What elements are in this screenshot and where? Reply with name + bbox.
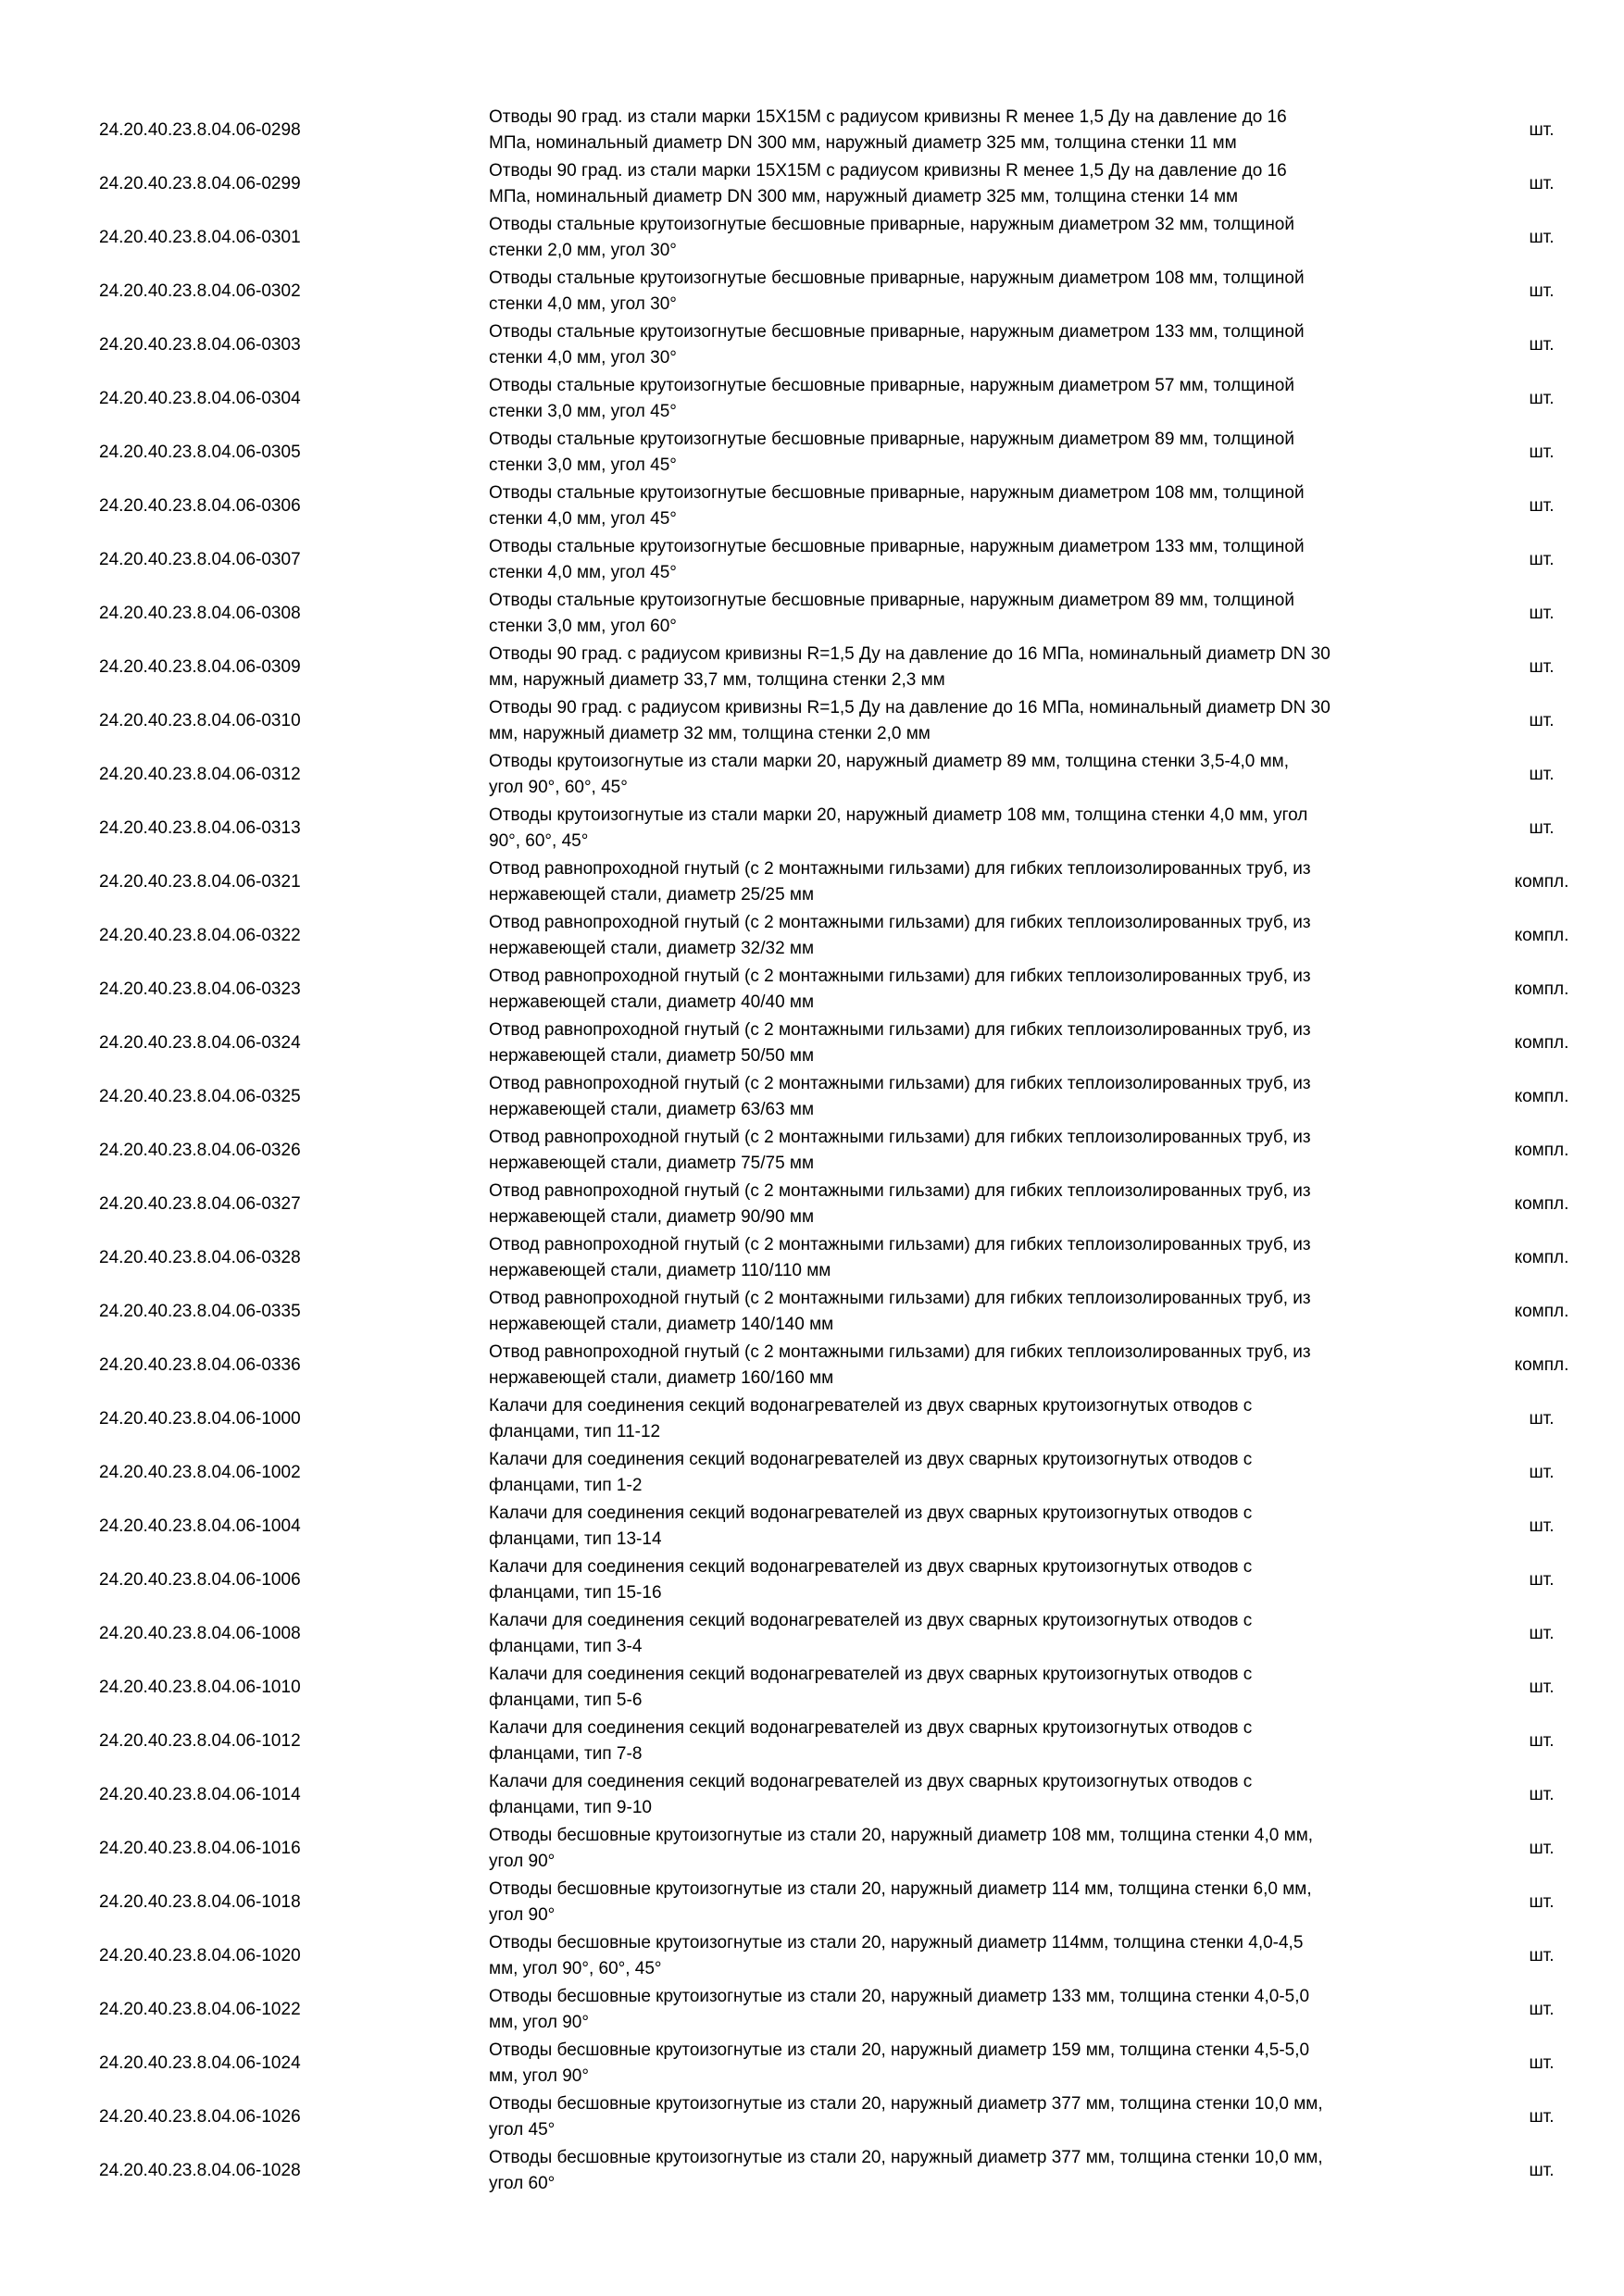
table-row <box>0 1017 1624 1070</box>
resource-description: Отводы бесшовные крутоизогнутые из стали 20, наружный диаметр 133 мм, толщина стенки 4,0-5,0 мм, угол 90° <box>489 1987 1310 2032</box>
table-row <box>0 1768 1624 1822</box>
resource-description: Отвод равнопроходной гнутый (с 2 монтажными гильзами) для гибких теплоизолированных труб, из нержавеющей стали, диаметр 40/40 мм <box>489 967 1311 1012</box>
table-row <box>0 533 1624 587</box>
unit-of-measure: шт. <box>1529 335 1555 355</box>
table-row <box>0 1231 1624 1285</box>
resource-code: 24.20.40.23.8.04.06-0304 <box>99 389 301 408</box>
table-row <box>0 694 1624 748</box>
resource-code: 24.20.40.23.8.04.06-1000 <box>99 1409 301 1429</box>
unit-of-measure: шт. <box>1529 1946 1555 1965</box>
resource-description: Калачи для соединения секций водонагревателей из двух сварных крутоизогнутых отводов с фланцами, тип 15-16 <box>489 1557 1253 1603</box>
resource-code: 24.20.40.23.8.04.06-0308 <box>99 604 301 623</box>
unit-of-measure: шт. <box>1529 550 1555 569</box>
table-row <box>0 641 1624 694</box>
unit-of-measure: шт. <box>1529 604 1555 623</box>
resource-description: Калачи для соединения секций водонагревателей из двух сварных крутоизогнутых отводов с фланцами, тип 1-2 <box>489 1450 1253 1495</box>
table-row <box>0 1607 1624 1661</box>
table-row <box>0 1661 1624 1715</box>
unit-of-measure: шт. <box>1529 1839 1555 1858</box>
resource-code: 24.20.40.23.8.04.06-0306 <box>99 496 301 516</box>
unit-of-measure: шт. <box>1529 389 1555 408</box>
resource-code: 24.20.40.23.8.04.06-1014 <box>99 1785 301 1804</box>
unit-of-measure: шт. <box>1529 1785 1555 1804</box>
table-row <box>0 211 1624 265</box>
table-row <box>0 855 1624 909</box>
resource-code: 24.20.40.23.8.04.06-0323 <box>99 980 301 999</box>
resource-code: 24.20.40.23.8.04.06-1008 <box>99 1624 301 1643</box>
resource-description: Калачи для соединения секций водонагревателей из двух сварных крутоизогнутых отводов с фланцами, тип 13-14 <box>489 1504 1253 1549</box>
resource-description: Отвод равнопроходной гнутый (с 2 монтажными гильзами) для гибких теплоизолированных труб, из нержавеющей стали, диаметр 140/140 мм <box>489 1289 1311 1334</box>
table-row <box>0 1983 1624 2037</box>
resource-description: Отвод равнопроходной гнутый (с 2 монтажными гильзами) для гибких теплоизолированных труб, из нержавеющей стали, диаметр 32/32 мм <box>489 913 1311 958</box>
resource-description: Отводы стальные крутоизогнутые бесшовные приварные, наружным диаметром 89 мм, толщиной стенки 3,0 мм, угол 45° <box>489 430 1294 475</box>
unit-of-measure: шт. <box>1529 281 1555 301</box>
resource-description: Отводы бесшовные крутоизогнутые из стали 20, наружный диаметр 114 мм, толщина стенки 6,0 мм, угол 90° <box>489 1879 1312 1925</box>
table-row <box>0 1178 1624 1231</box>
resource-code: 24.20.40.23.8.04.06-1012 <box>99 1731 301 1751</box>
table-row <box>0 963 1624 1017</box>
resource-description: Калачи для соединения секций водонагревателей из двух сварных крутоизогнутых отводов с фланцами, тип 11-12 <box>489 1396 1253 1441</box>
resource-description: Отводы 90 град. с радиусом кривизны R=1,5 Ду на давление до 16 МПа, номинальный диаметр DN 30 мм, наружный диаметр 33,7 мм, толщина стенки 2,3 мм <box>489 644 1330 690</box>
unit-of-measure: компл. <box>1514 1033 1569 1053</box>
resource-code: 24.20.40.23.8.04.06-0303 <box>99 335 301 355</box>
unit-of-measure: шт. <box>1529 1678 1555 1697</box>
table-row <box>0 1554 1624 1607</box>
resource-code: 24.20.40.23.8.04.06-0322 <box>99 926 301 945</box>
resource-code: 24.20.40.23.8.04.06-0307 <box>99 550 301 569</box>
resource-description: Отводы 90 град. из стали марки 15Х15М с радиусом кривизны R менее 1,5 Ду на давление до 16 МПа, номинальный диаметр DN 300 мм, наружный диаметр 325 мм, толщина стенки 11 мм <box>489 107 1287 153</box>
resource-code: 24.20.40.23.8.04.06-1018 <box>99 1892 301 1912</box>
resource-code: 24.20.40.23.8.04.06-1010 <box>99 1678 301 1697</box>
table-row <box>0 318 1624 372</box>
unit-of-measure: компл. <box>1514 872 1569 892</box>
unit-of-measure: шт. <box>1529 711 1555 730</box>
resource-code: 24.20.40.23.8.04.06-1002 <box>99 1463 301 1482</box>
unit-of-measure: шт. <box>1529 657 1555 677</box>
resource-description: Отводы 90 град. из стали марки 15Х15М с радиусом кривизны R менее 1,5 Ду на давление до 16 МПа, номинальный диаметр DN 300 мм, наружный диаметр 325 мм, толщина стенки 14 мм <box>489 161 1287 206</box>
unit-of-measure: шт. <box>1529 496 1555 516</box>
unit-of-measure: компл. <box>1514 980 1569 999</box>
resource-code: 24.20.40.23.8.04.06-1004 <box>99 1516 301 1536</box>
resource-code: 24.20.40.23.8.04.06-1024 <box>99 2053 301 2073</box>
table-row <box>0 2037 1624 2090</box>
resource-description: Отвод равнопроходной гнутый (с 2 монтажными гильзами) для гибких теплоизолированных труб, из нержавеющей стали, диаметр 110/110 мм <box>489 1235 1311 1280</box>
resource-description: Отводы бесшовные крутоизогнутые из стали 20, наружный диаметр 114мм, толщина стенки 4,0-4,5 мм, угол 90°, 60°, 45° <box>489 1933 1304 1978</box>
resource-code: 24.20.40.23.8.04.06-0328 <box>99 1248 301 1267</box>
resource-description: Калачи для соединения секций водонагревателей из двух сварных крутоизогнутых отводов с фланцами, тип 9-10 <box>489 1772 1253 1817</box>
table-row <box>0 1715 1624 1768</box>
unit-of-measure: компл. <box>1514 1302 1569 1321</box>
resource-code: 24.20.40.23.8.04.06-1006 <box>99 1570 301 1590</box>
unit-of-measure: шт. <box>1529 228 1555 247</box>
table-row <box>0 1446 1624 1500</box>
unit-of-measure: шт. <box>1529 443 1555 462</box>
resource-code: 24.20.40.23.8.04.06-1022 <box>99 2000 301 2019</box>
resource-code: 24.20.40.23.8.04.06-0325 <box>99 1087 301 1106</box>
unit-of-measure: шт. <box>1529 2161 1555 2180</box>
unit-of-measure: шт. <box>1529 1731 1555 1751</box>
unit-of-measure: шт. <box>1529 765 1555 784</box>
resource-code: 24.20.40.23.8.04.06-0326 <box>99 1141 301 1160</box>
resource-description: Отводы стальные крутоизогнутые бесшовные приварные, наружным диаметром 108 мм, толщиной стенки 4,0 мм, угол 45° <box>489 483 1305 529</box>
unit-of-measure: компл. <box>1514 1141 1569 1160</box>
unit-of-measure: шт. <box>1529 120 1555 140</box>
resource-description: Отводы стальные крутоизогнутые бесшовные приварные, наружным диаметром 32 мм, толщиной стенки 2,0 мм, угол 30° <box>489 215 1294 260</box>
table-row <box>0 157 1624 211</box>
table-row <box>0 426 1624 480</box>
table-row <box>0 802 1624 855</box>
table-row <box>0 372 1624 426</box>
table-row <box>0 2144 1624 2198</box>
unit-of-measure: компл. <box>1514 1087 1569 1106</box>
table-row <box>0 104 1624 157</box>
resource-code: 24.20.40.23.8.04.06-1016 <box>99 1839 301 1858</box>
unit-of-measure: шт. <box>1529 2107 1555 2127</box>
resource-description: Отвод равнопроходной гнутый (с 2 монтажными гильзами) для гибких теплоизолированных труб, из нержавеющей стали, диаметр 90/90 мм <box>489 1181 1311 1227</box>
table-row <box>0 1392 1624 1446</box>
resource-description: Отводы бесшовные крутоизогнутые из стали 20, наружный диаметр 377 мм, толщина стенки 10,0 мм, угол 45° <box>489 2094 1323 2140</box>
resource-description: Отвод равнопроходной гнутый (с 2 монтажными гильзами) для гибких теплоизолированных труб, из нержавеющей стали, диаметр 160/160 мм <box>489 1342 1311 1388</box>
resource-code: 24.20.40.23.8.04.06-0302 <box>99 281 301 301</box>
resource-code: 24.20.40.23.8.04.06-1028 <box>99 2161 301 2180</box>
resource-code: 24.20.40.23.8.04.06-0305 <box>99 443 301 462</box>
resource-description: Отводы крутоизогнутые из стали марки 20, наружный диаметр 108 мм, толщина стенки 4,0 мм, угол 90°, 60°, 45° <box>489 805 1308 851</box>
unit-of-measure: компл. <box>1514 926 1569 945</box>
table-row <box>0 1285 1624 1339</box>
resource-code: 24.20.40.23.8.04.06-0336 <box>99 1355 301 1375</box>
resource-code: 24.20.40.23.8.04.06-0321 <box>99 872 301 892</box>
unit-of-measure: шт. <box>1529 1516 1555 1536</box>
resource-description: Отвод равнопроходной гнутый (с 2 монтажными гильзами) для гибких теплоизолированных труб, из нержавеющей стали, диаметр 25/25 мм <box>489 859 1311 905</box>
table-row <box>0 1929 1624 1983</box>
table-row <box>0 748 1624 802</box>
resource-code: 24.20.40.23.8.04.06-0309 <box>99 657 301 677</box>
resource-description: Отводы стальные крутоизогнутые бесшовные приварные, наружным диаметром 57 мм, толщиной стенки 3,0 мм, угол 45° <box>489 376 1294 421</box>
resource-description: Калачи для соединения секций водонагревателей из двух сварных крутоизогнутых отводов с фланцами, тип 7-8 <box>489 1718 1253 1764</box>
price-list-table <box>0 104 1624 2198</box>
resource-description: Отводы 90 град. с радиусом кривизны R=1,5 Ду на давление до 16 МПа, номинальный диаметр DN 30 мм, наружный диаметр 32 мм, толщина стенки 2,0 мм <box>489 698 1330 743</box>
resource-code: 24.20.40.23.8.04.06-0324 <box>99 1033 301 1053</box>
resource-description: Отводы бесшовные крутоизогнутые из стали 20, наружный диаметр 159 мм, толщина стенки 4,5-5,0 мм, угол 90° <box>489 2040 1310 2086</box>
resource-code: 24.20.40.23.8.04.06-0335 <box>99 1302 301 1321</box>
table-row <box>0 1070 1624 1124</box>
resource-description: Отводы стальные крутоизогнутые бесшовные приварные, наружным диаметром 89 мм, толщиной стенки 3,0 мм, угол 60° <box>489 591 1294 636</box>
resource-code: 24.20.40.23.8.04.06-1020 <box>99 1946 301 1965</box>
resource-description: Отводы бесшовные крутоизогнутые из стали 20, наружный диаметр 377 мм, толщина стенки 10,0 мм, угол 60° <box>489 2148 1323 2193</box>
table-row <box>0 909 1624 963</box>
unit-of-measure: шт. <box>1529 818 1555 838</box>
resource-description: Отвод равнопроходной гнутый (с 2 монтажными гильзами) для гибких теплоизолированных труб, из нержавеющей стали, диаметр 75/75 мм <box>489 1128 1311 1173</box>
table-row <box>0 1822 1624 1876</box>
resource-code: 24.20.40.23.8.04.06-0313 <box>99 818 301 838</box>
resource-code: 24.20.40.23.8.04.06-1026 <box>99 2107 301 2127</box>
unit-of-measure: шт. <box>1529 1892 1555 1912</box>
resource-description: Отводы стальные крутоизогнутые бесшовные приварные, наружным диаметром 133 мм, толщиной стенки 4,0 мм, угол 45° <box>489 537 1305 582</box>
table-row <box>0 265 1624 318</box>
unit-of-measure: компл. <box>1514 1194 1569 1214</box>
resource-description: Отвод равнопроходной гнутый (с 2 монтажными гильзами) для гибких теплоизолированных труб, из нержавеющей стали, диаметр 50/50 мм <box>489 1020 1311 1066</box>
table-row <box>0 2090 1624 2144</box>
resource-code: 24.20.40.23.8.04.06-0301 <box>99 228 301 247</box>
table-row <box>0 1500 1624 1554</box>
resource-code: 24.20.40.23.8.04.06-0312 <box>99 765 301 784</box>
resource-description: Калачи для соединения секций водонагревателей из двух сварных крутоизогнутых отводов с фланцами, тип 5-6 <box>489 1665 1253 1710</box>
unit-of-measure: шт. <box>1529 1624 1555 1643</box>
table-row <box>0 587 1624 641</box>
table-row <box>0 1124 1624 1178</box>
resource-description: Отводы стальные крутоизогнутые бесшовные приварные, наружным диаметром 133 мм, толщиной стенки 4,0 мм, угол 30° <box>489 322 1305 368</box>
unit-of-measure: шт. <box>1529 1463 1555 1482</box>
unit-of-measure: компл. <box>1514 1248 1569 1267</box>
resource-description: Калачи для соединения секций водонагревателей из двух сварных крутоизогнутых отводов с фланцами, тип 3-4 <box>489 1611 1253 1656</box>
unit-of-measure: шт. <box>1529 174 1555 193</box>
resource-code: 24.20.40.23.8.04.06-0310 <box>99 711 301 730</box>
resource-description: Отводы бесшовные крутоизогнутые из стали 20, наружный диаметр 108 мм, толщина стенки 4,0 мм, угол 90° <box>489 1826 1314 1871</box>
table-row <box>0 1876 1624 1929</box>
resource-description: Отвод равнопроходной гнутый (с 2 монтажными гильзами) для гибких теплоизолированных труб, из нержавеющей стали, диаметр 63/63 мм <box>489 1074 1311 1119</box>
resource-description: Отводы крутоизогнутые из стали марки 20, наружный диаметр 89 мм, толщина стенки 3,5-4,0 мм, угол 90°, 60°, 45° <box>489 752 1289 797</box>
resource-description: Отводы стальные крутоизогнутые бесшовные приварные, наружным диаметром 108 мм, толщиной стенки 4,0 мм, угол 30° <box>489 268 1305 314</box>
unit-of-measure: компл. <box>1514 1355 1569 1375</box>
unit-of-measure: шт. <box>1529 2053 1555 2073</box>
table-row <box>0 480 1624 533</box>
unit-of-measure: шт. <box>1529 1570 1555 1590</box>
unit-of-measure: шт. <box>1529 1409 1555 1429</box>
unit-of-measure: шт. <box>1529 2000 1555 2019</box>
resource-code: 24.20.40.23.8.04.06-0298 <box>99 120 301 140</box>
resource-code: 24.20.40.23.8.04.06-0299 <box>99 174 301 193</box>
table-row <box>0 1339 1624 1392</box>
resource-code: 24.20.40.23.8.04.06-0327 <box>99 1194 301 1214</box>
